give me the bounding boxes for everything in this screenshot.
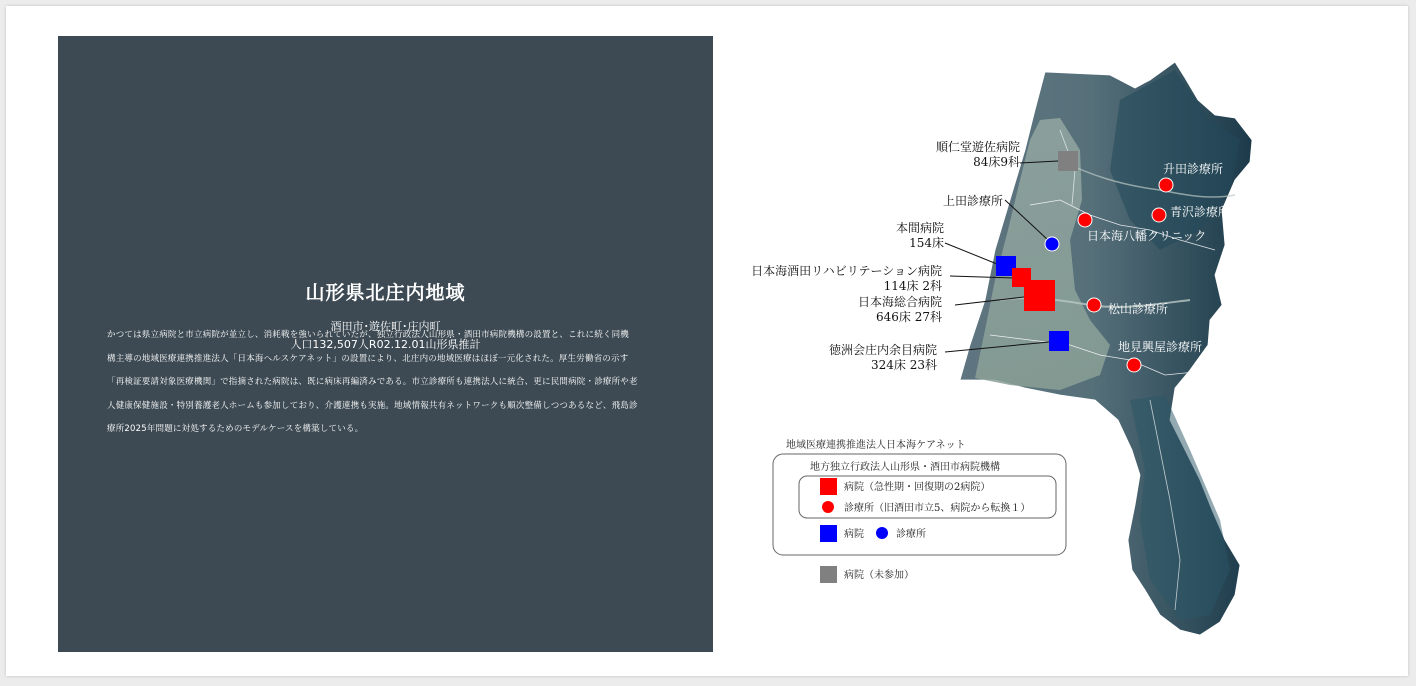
general-name: 日本海総合病院: [857, 295, 942, 309]
legend-red-square-icon: [820, 478, 837, 495]
legend-blue-square-icon: [820, 525, 837, 542]
description-line: 療所2025年問題に対処するためのモデルケースを構築している。: [107, 424, 364, 434]
population-text: 人口132,507人R02.12.01山形県推計: [290, 338, 481, 351]
aosawa-clinic-marker: [1152, 208, 1166, 222]
municipalities-text: 酒田市･遊佐町･庄内町: [330, 320, 441, 333]
yawata-clinic-marker: [1078, 213, 1092, 227]
jikoya-name: 地見興屋診療所: [1118, 340, 1203, 354]
legend-member-clinic: 診療所: [896, 529, 926, 540]
legend-member-hospital: 病院: [844, 529, 864, 540]
matsuyama-name: 松山診療所: [1108, 302, 1169, 316]
jikoya-clinic-marker: [1127, 358, 1141, 372]
legend-org-title: 地方独立行政法人山形県・酒田市病院機構: [810, 462, 1000, 473]
honma-info: 154床: [909, 236, 944, 250]
legend-network-title: 地域医療連携推進法人日本海ケアネット: [786, 440, 966, 451]
masuda-clinic-marker: [1159, 178, 1173, 192]
description-line: 構主導の地域医療連携推進法人「日本海ヘルスケアネット」の設置により、北庄内の地域医療はほぼ一元化された。厚生労働省の示す: [107, 353, 629, 364]
ueda-clinic-marker: [1045, 237, 1059, 251]
yawata-name: 日本海八幡クリニック: [1087, 229, 1207, 243]
legend-red-circle-icon: [822, 501, 834, 513]
legend-org-clinic: 診療所（旧酒田市立5、病院から転換１）: [844, 503, 1031, 514]
aosawa-name: 青沢診療所: [1170, 205, 1231, 219]
junjindo-info: 84床9科: [973, 155, 1020, 169]
legend-blue-circle-icon: [876, 527, 888, 539]
rehab-name: 日本海酒田リハビリテーション病院: [751, 264, 942, 278]
description-line: 人健康保健施設・特別養護老人ホームも参加しており、介護連携も実施。地域情報共有ネットワークも順次整備しつつあるなど、飛島診: [107, 400, 638, 411]
nihonkai-general-hospital-marker: [1024, 280, 1055, 311]
honma-name: 本間病院: [895, 221, 944, 235]
tokushukai-name: 徳洲会庄内余目病院: [828, 343, 937, 357]
tokushukai-amarume-hospital-marker: [1049, 331, 1069, 351]
region-title: 山形県北庄内地域: [305, 282, 466, 304]
ueda-name: 上田診療所: [942, 194, 1003, 208]
masuda-name: 升田診療所: [1163, 162, 1224, 176]
legend-nonmember-hospital: 病院（未参加）: [844, 570, 914, 581]
description-line: 「再検証要請対象医療機関」で指摘された病院は、既に病床再編済みである。市立診療所も連携法人に統合、更に民間病院・診療所や老: [107, 377, 638, 387]
junjindo-name: 順仁堂遊佐病院: [935, 140, 1020, 154]
general-info: 646床 27科: [876, 310, 942, 324]
legend-org-hospital: 病院（急性期・回復期の2病院）: [844, 482, 991, 493]
matsuyama-clinic-marker: [1087, 298, 1101, 312]
description-line: かつては県立病院と市立病院が並立し、消耗戦を強いられていたが、独立行政法人山形県・酒田市病院機構の設置と、これに続く同機: [107, 330, 630, 340]
tokushukai-info: 324床 23科: [871, 358, 937, 372]
legend-gray-square-icon: [820, 566, 837, 583]
rehab-info: 114床 2科: [883, 279, 942, 293]
junjindo-yusa-hospital-marker: [1058, 151, 1078, 171]
